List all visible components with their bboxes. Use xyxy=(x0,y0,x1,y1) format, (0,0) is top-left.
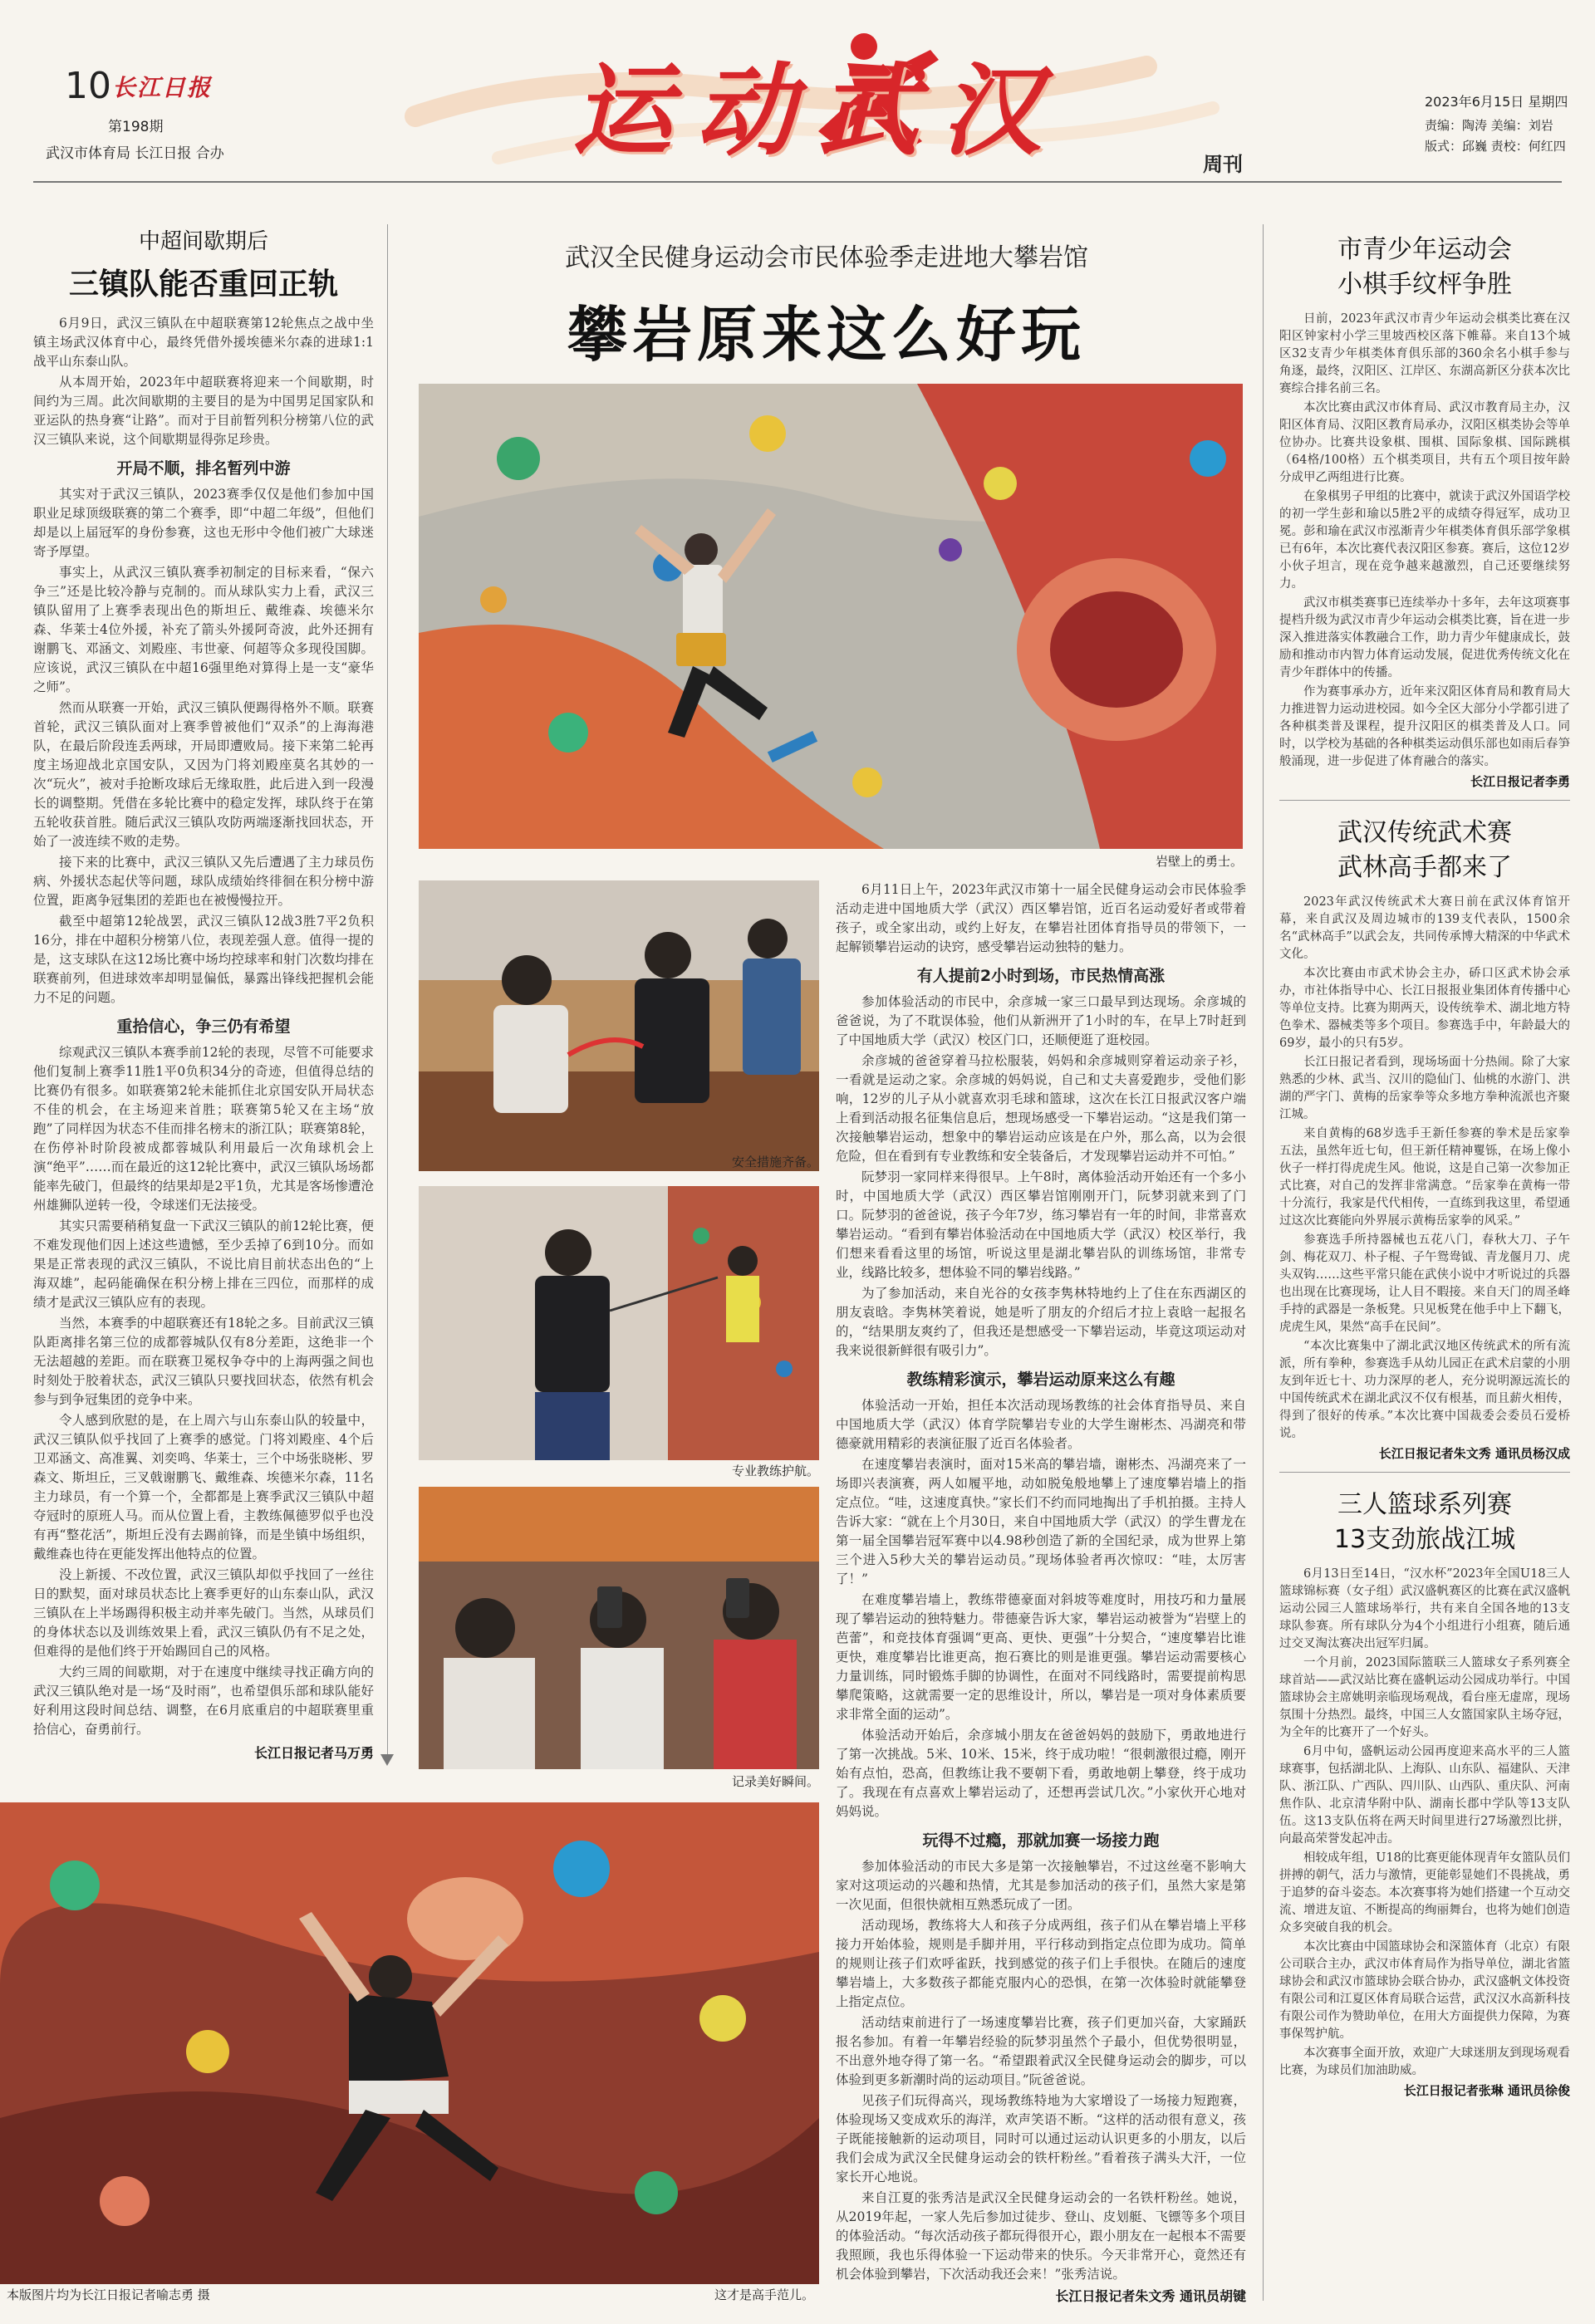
paragraph: 在难度攀岩墙上，教练带德豪面对斜坡等难度时，用技巧和力量展现了攀岩运动的独特魅力。带德豪告诉大家，攀岩运动被誉为“岩壁上的芭蕾”，和竞技体育强调“更高、更快、更强”十分契合，“速度攀岩比谁更快，难度攀岩比谁更高，抱石赛比的则是谁更强。攀岩运动需要核心力量训练，同时锻炼手脚的协调性，在面对不同线路时，需要提前构思攀爬策略，这就需要一定的思维设计，所以，攀岩是一项对身体素质要求非常全面的运动”。 xyxy=(836,1592,1246,1722)
photo-recording-caption: 记录美好瞬间。 xyxy=(731,1774,819,1789)
left-article-body-3 xyxy=(33,1043,374,1739)
photo-climbing-wall-caption: 岩壁上的勇士。 xyxy=(1155,854,1243,869)
section-title: 运动武汉 xyxy=(572,54,1064,169)
right-article-2-byline: 长江日报记者朱文秀 通讯员杨汉成 xyxy=(1378,1446,1570,1461)
divider xyxy=(1279,1472,1570,1473)
left-article-body-1 xyxy=(33,314,374,449)
paragraph: 令人感到欣慰的是，在上周六与山东泰山队的较量中，武汉三镇队似乎找回了上赛季的感觉。门将刘殿座、4个后卫邓涵文、高准翼、刘奕鸣、华莱士，三个中场张晓彬、罗森文、斯坦丘，三叉戟谢鹏飞、戴维森、埃德米尔森，11名主力球员，有一个算一个，全都都是上赛季武汉三镇队中超夺冠时的原班人马。而从位置上看，主教练佩德罗似乎也没有再“整花活”，斯坦丘没有去踢前锋，而是坐镇中场组织，戴维森也待在更能发挥出他特点的位置。 xyxy=(33,1413,374,1562)
center-article-section-3 xyxy=(836,1857,1246,2284)
photo-climbing-wall xyxy=(419,384,1243,849)
paragraph: 事实上，从武汉三镇队赛季初制定的目标来看，“保六争三”还是比较冷静与克制的。而从球队实力上看，武汉三镇队留用了上赛季表现出色的斯坦丘、戴维森、埃德米尔森、华莱士4位外援，补充了箭头外援阿奇波，此外还拥有谢鹏飞、邓涵文、刘殿座、韦世豪、何超等众多现役国脚。应该说，武汉三镇队在中超16强里绝对算得上是一支“豪华之师”。 xyxy=(33,565,374,694)
paragraph: 活动结束前进行了一场速度攀岩比赛，孩子们更加兴奋，大家踊跃报名参加。有着一年攀岩经验的阮梦羽虽然个子最小，但优势很明显，不出意外地夺得了第一名。“希望跟着武汉全民健身运动会的脚步，可以体验到更多新潮时尚的运动项目。”阮爸爸说。 xyxy=(836,2015,1246,2087)
paragraph: 在速度攀岩表演时，面对15米高的攀岩墙，谢彬杰、冯湖亮来了一场即兴表演赛，两人如履平地，动如脱兔般地攀上了速度攀岩墙上的指定点位。“哇，这速度真快。”家长们不约而同地掏出了手机拍摄。主持人告诉大家：“就在上个月30日，来自中国地质大学（武汉）的学生曹龙在第一届全国攀岩冠军赛中以4.98秒创造了新的全国纪录，成为世界上第三个进入5秒大关的攀岩运动员。”现场体验者再次惊叹：“哇，太厉害了！” xyxy=(836,1457,1246,1586)
paragraph: 余彦城的爸爸穿着马拉松服装，妈妈和余彦城则穿着运动亲子衫，一看就是运动之家。余彦城的妈妈说，自己和丈夫喜爱跑步，受他们影响，12岁的儿子从小就喜欢羽毛球和篮球，这次在长江日报武汉客户端上看到活动报名征集信息后，想现场感受一下攀岩运动。“这是我们第一次接触攀岩运动，想象中的攀岩运动应该是在户外，那么高，以为会很危险，但在看到有专业教练和安全装备后，才发现攀岩运动并不可怕。” xyxy=(836,1053,1246,1164)
paragraph: 6月9日，武汉三镇队在中超联赛第12轮焦点之战中坐镇主场武汉体育中心，最终凭借外援埃德米尔森的进球1:1战平山东泰山队。 xyxy=(33,316,374,369)
photo-coach xyxy=(419,1186,819,1460)
paragraph: 活动现场，教练将大人和孩子分成两组，孩子们从在攀岩墙上平移接力开始体验，规则是手脚并用，平行移动到指定点位即为成功。简单的规则让孩子们欢呼雀跃，找到感觉的孩子们上手很快。在随后的速度攀岩墙上，大多数孩子都能克服内心的恐惧，在第一次体验时就能攀登上指定点位。 xyxy=(836,1918,1246,2009)
paragraph: 本次比赛由中国篮球协会和深篮体育（北京）有限公司联合主办，武汉市体育局作为指导单位，湖北省篮球协会和武汉市篮球协会联合协办，武汉盛帆文体投资有限公司和江夏区体育局联合运营，武汉汉水高新科技有限公司作为赞助单位，在用大方面提供力保障，为赛事保驾护航。 xyxy=(1279,1940,1570,2041)
paragraph: 一个月前，2023国际篮联三人篮球女子系列赛全球首站——武汉站比赛在盛帆运动公园成功举行。中国篮球协会主席姚明亲临现场观战，看台座无虚席，现场氛围十分热烈。最终，中国三人女篮国家队主场夺冠，为全年的比赛开了一个好头。 xyxy=(1279,1656,1570,1739)
paragraph: 体验活动一开始，担任本次活动现场教练的社会体育指导员、来自中国地质大学（武汉）体育学院攀岩专业的大学生谢彬杰、冯湖亮和带德豪就用精彩的表演征服了近百名体验者。 xyxy=(836,1398,1246,1451)
center-article-kicker: 武汉全民健身运动会市民体验季走进地大攀岩馆 xyxy=(565,243,1088,272)
paragraph: 来自江夏的张秀洁是武汉全民健身运动会的一名铁杆粉丝。她说，从2019年起，一家人先后参加过徒步、登山、皮划艇、飞镖等多个项目的体验活动。“每次活动孩子都玩得很开心，跟小朋友在一起根本不需要我照顾，我也乐得体验一下运动带来的快乐。今天非常开心，竟然还有机会体验到攀岩，下次活动我还会来！”张秀洁说。 xyxy=(836,2190,1246,2282)
left-article-headline: 三镇队能否重回正轨 xyxy=(68,267,338,302)
right-article-3-byline: 长江日报记者张琳 通讯员徐俊 xyxy=(1403,2083,1570,2098)
center-article-subhead-1: 有人提前2小时到场，市民热情高涨 xyxy=(916,967,1166,985)
photo-coach-caption: 专业教练护航。 xyxy=(731,1464,819,1478)
left-article-kicker: 中超间歇期后 xyxy=(138,229,268,254)
right-article-3-body xyxy=(1279,1566,1570,2080)
center-article-headline: 攀岩原来这么好玩 xyxy=(567,300,1086,370)
photo-safety-gear xyxy=(419,880,819,1171)
masthead-rule xyxy=(33,181,1562,183)
paragraph: “本次比赛集中了湖北武汉地区传统武术的所有流派，所有拳种，参赛选手从幼儿园正在武术启蒙的小朋友到年近七十、功力深厚的老人，充分说明源远流长的中国传统武术在湖北武汉不仅有根基，而且薪火相传，得到了很好的传承。”本次比赛中国裁委会委员石爱桥说。 xyxy=(1279,1340,1570,1440)
paragraph: 其实只需要稍稍复盘一下武汉三镇队的前12轮比赛，便不难发现他们因上述这些遗憾，至少丢掉了6到10分。而如果是正常表现的武汉三镇队，不说比肩目前状态出色的“上海双雄”，起码能确保在积分榜上排在三四位，而那样的成绩才是武汉三镇队应有的表现。 xyxy=(33,1218,374,1310)
paragraph: 本次比赛由武汉市体育局、武汉市教育局主办，汉阳区体育局、汉阳区教育局承办，汉阳区棋类协会等单位协办。比赛共设象棋、围棋、国际象棋、国际跳棋（64格/100格）五个棋类项目，共有五个项目按年龄分成甲乙两组进行比赛。 xyxy=(1279,401,1570,484)
masthead xyxy=(0,0,1595,183)
paper-logo: 长江日报 xyxy=(112,74,213,101)
left-article-subhead-2: 重拾信心，争三仍有希望 xyxy=(116,1017,291,1036)
paragraph: 参加体验活动的市民大多是第一次接触攀岩，不过这丝毫不影响大家对这项运动的兴趣和热情，尤其是参加活动的孩子们，虽然大家是第一次见面，但很快就相互熟悉玩成了一团。 xyxy=(836,1859,1246,1912)
paragraph: 6月11日上午，2023年武汉市第十一届全民健身运动会市民体验季活动走进中国地质大学（武汉）西区攀岩馆，近百名运动爱好者或带着孩子，或全家出动，或约上好友，在攀岩社团体育指导员的带领下，一起解锁攀岩运动的诀窍，感受攀岩运动独特的魅力。 xyxy=(836,882,1246,954)
paragraph: 在象棋男子甲组的比赛中，就读于武汉外国语学校的初一学生彭和瑜以5胜2平的成绩夺得冠军，成功卫冕。彭和瑜在武汉市泓渐青少年棋类体育俱乐部学象棋已有6年，本次比赛代表汉阳区参赛。赛后，这位12岁小伙子坦言，现在竞争越来越激烈，自己还要继续努力。 xyxy=(1279,490,1570,591)
photo-safety-gear-caption: 安全措施齐备。 xyxy=(731,1155,819,1169)
paragraph: 作为赛事承办方，近年来汉阳区体育局和教育局大力推进智力运动进校园。如今全区大部分小学都引进了各种棋类普及课程，提升汉阳区的棋类普及人口。同时，以学校为基础的各种棋类运动俱乐部也如雨后春笋般涌现，进一步促进了体育融合的落实。 xyxy=(1279,685,1570,768)
paragraph: 然而从联赛一开始，武汉三镇队便踢得格外不顺。联赛首轮，武汉三镇队面对上赛季曾被他们“双杀”的上海海港队，在最后阶段连丢两球，开局即遭败局。接下来第二轮再度主场迎战北京国安队，又因为门将刘殿座莫名其妙的一次“玩火”，被对手抢断攻球后无缘取胜，此后进入到一段漫长的调整期。凭借在多轮比赛中的稳定发挥，球队终于在第五轮收获首胜。随后武汉三镇队攻防两端逐渐找回状态，开始了一波连续不败的走势。 xyxy=(33,700,374,849)
paragraph: 其实对于武汉三镇队，2023赛季仅仅是他们参加中国职业足球顶级联赛的第二个赛季，即“中超二年级”，但他们却是以上届冠军的身份参赛，这也无形中令他们被广大球迷寄予厚望。 xyxy=(33,487,374,559)
paragraph: 大约三周的间歇期，对于在速度中继续寻找正确方向的武汉三镇队绝对是一场“及时雨”，也希望俱乐部和球队能好好利用这段时间总结、调整，在6月底重启的中超联赛里重拾信心，奋勇前行。 xyxy=(33,1665,374,1737)
paragraph: 6月中旬，盛帆运动公园再度迎来高水平的三人篮球赛事，包括湖北队、上海队、山东队、福建队、天津队、浙江队、广西队、四川队、山西队、重庆队、河南焦作队、北京清华附中队、湖南长郡中学队等13支队伍。这13支队伍将在两天时间里进行27场激烈比拼，向最高荣誉发起冲击。 xyxy=(1279,1745,1570,1846)
paragraph: 相较成年组，U18的比赛更能体现青年女篮队员们拼搏的朝气，活力与激情，更能彰显她们不畏挑战，勇于追梦的奋斗姿态。本次赛事将为她们搭建一个互动交流、增进友谊、不断提高的绚丽舞台，也将为她们创造众多突破自我的机会。 xyxy=(1279,1851,1570,1934)
center-article-byline: 长江日报记者朱文秀 通讯员胡键 xyxy=(1055,2288,1246,2304)
photo-recording xyxy=(419,1487,819,1769)
right-article-3-headline-2: 13支劲旅战江城 xyxy=(1333,1525,1516,1554)
arrow-down-icon xyxy=(380,1754,394,1766)
issue-date: 2023年6月15日 星期四 xyxy=(1425,94,1568,110)
issue-number: 第198期 xyxy=(108,119,164,135)
right-article-1-body xyxy=(1279,311,1570,771)
paragraph: 截至中超第12轮战罢，武汉三镇队12战3胜7平2负积16分，排在中超积分榜第八位，表现差强人意。值得一提的是，这支球队在这12场比赛中场均控球率和射门次数均排在联赛前列，但进球效率却明显偏低，暴露出锋线把握机会能力不足的问题。 xyxy=(33,914,374,1005)
right-article-1-byline: 长江日报记者李勇 xyxy=(1470,774,1570,789)
center-article-section-1 xyxy=(836,993,1246,1361)
left-article-body-2 xyxy=(33,485,374,1008)
paragraph: 阮梦羽一家同样来得很早。上午8时，离体验活动开始还有一个多小时，中国地质大学（武汉）西区攀岩馆刚刚开门，阮梦羽就来到了门口。阮梦羽的爸爸说，孩子今年7岁，练习攀岩有一年的时间，非常喜欢攀岩运动。“看到有攀岩体验活动在中国地质大学（武汉）校区举行，我们想来看看这里的场馆，听说这里是湖北攀岩队的训练场馆，非常专业，线路比较多，想体验不同的攀岩线路。” xyxy=(836,1169,1246,1280)
column-divider-left xyxy=(387,224,388,1761)
photo-expert-climber-caption: 这才是高手范儿。 xyxy=(714,2287,814,2302)
center-article-intro-block xyxy=(836,880,1246,957)
center-article-body xyxy=(836,880,1246,2305)
left-article-byline: 长江日报记者马万勇 xyxy=(253,1745,374,1761)
right-column xyxy=(1279,233,1570,2099)
paragraph: 来自黄梅的68岁选手王新任参赛的拳术是岳家拳五法，虽然年近七旬，但王新任精神矍铄，在场上像小伙子一样打得虎虎生风。他说，这是自己第一次参加正式比赛，对自己的发挥非常满意。“岳家拳在黄梅一带十分流行，我家是代代相传，一直练到我这里，希望通过这次比赛能向外界展示黄梅岳家拳的风采。” xyxy=(1279,1127,1570,1228)
paragraph: 当然，本赛季的中超联赛还有18轮之多。目前武汉三镇队距离排名第三位的成都蓉城队仅有8分差距，这绝非一个无法超越的差距。而在联赛卫冕权争夺中的上海两强之间也时刻处于胶着状态，武汉三镇队只要找回状态，依然有机会参与到争冠集团的竞争中来。 xyxy=(33,1316,374,1407)
right-article-2-headline-1: 武汉传统武术赛 xyxy=(1337,818,1512,847)
paragraph: 体验活动开始后，余彦城小朋友在爸爸妈妈的鼓励下，勇敢地进行了第一次挑战。5米、10米、15米，终于成功啦！“很刺激很过瘾，刚开始有点怕，恐高，但教练让我不要朝下看，勇敢地朝上攀登，终于成功了。我现在有点喜欢上攀岩运动了，还想再尝试几次。”小家伙开心地对妈妈说。 xyxy=(836,1728,1246,1819)
organizers: 武汉市体育局 长江日报 合办 xyxy=(46,145,224,162)
editors-line-1: 责编：陶涛 美编：刘岩 xyxy=(1425,118,1553,133)
paragraph: 接下来的比赛中，武汉三镇队又先后遭遇了主力球员伤病、外援状态起伏等问题，球队成绩始终徘徊在积分榜中游位置，距离争冠集团的差距也在被慢慢拉开。 xyxy=(33,855,374,908)
left-article xyxy=(33,224,374,1762)
center-article-subhead-3: 玩得不过瘾，那就加赛一场接力跑 xyxy=(922,1831,1160,1850)
center-article-section-2 xyxy=(836,1396,1246,1821)
center-article-subhead-2: 教练精彩演示，攀岩运动原来这么有趣 xyxy=(906,1370,1175,1389)
editors-line-2: 版式：邱巍 责校：何红四 xyxy=(1425,139,1566,154)
paragraph: 综观武汉三镇队本赛季前12轮的表现，尽管不可能要求他们复制上赛季11胜1平0负积34分的奇迹，但值得总结的比赛仍有很多。如联赛第2轮未能抓住北京国安队开局状态不佳的机会，在主场迎来首胜；联赛第5轮又在主场“放跑”了同样因为状态不佳而排名榜末的浙江队；联赛第8轮，在伤停补时阶段被成都蓉城队利用最后一次角球机会上演“绝平”……而在最近的这12轮比赛中，武汉三镇队场场都能率先破门，但最终的结果却是2平1负，尤其是客场惨遭沧州雄狮队逆转一役，令球迷们无法接受。 xyxy=(33,1045,374,1213)
divider xyxy=(1279,800,1570,801)
paragraph: 本次比赛由市武术协会主办，硚口区武术协会承办，市社体指导中心、长江日报报业集团体育传播中心等单位支持。比赛为期两天，设传统拳术、湖北地方特色拳术、器械类等多个项目。参赛选手中，年龄最大的69岁，最小的只有5岁。 xyxy=(1279,967,1570,1050)
paragraph: 2023年武汉传统武术大赛日前在武汉体育馆开幕，来自武汉及周边城市的139支代表队，1500余名“武林高手”以武会友，共同传承博大精深的中华武术文化。 xyxy=(1279,895,1570,961)
right-article-1-headline-1: 市青少年运动会 xyxy=(1337,235,1512,264)
column-divider-right xyxy=(1263,224,1264,2301)
right-article-3-headline-1: 三人篮球系列赛 xyxy=(1337,1490,1512,1519)
page-number: 10 xyxy=(65,65,111,107)
paragraph: 没上新援、不改位置，武汉三镇队却似乎找回了一丝往日的默契，面对球员状态比上赛季更好的山东泰山队，武汉三镇队在上半场踢得积极主动并率先破门。当然，从球员们的身体状态以及训练效果上看，武汉三镇队仍有不足之处，但难得的是他们终于开始踢回自己的风格。 xyxy=(33,1567,374,1659)
weekly-label: 周刊 xyxy=(1203,153,1243,176)
paragraph: 日前，2023年武汉市青少年运动会棋类比赛在汉阳区钟家村小学三里坡西校区落下帷幕。来自13个城区32支青少年棋类体育俱乐部的360余名小棋手参与角逐，最终，汉阳区、江岸区、东湖高新区分获本次比赛综合排名前三名。 xyxy=(1279,312,1570,395)
right-article-2-body xyxy=(1279,894,1570,1443)
paragraph: 武汉市棋类赛事已连续举办十多年，去年这项赛事提档升级为武汉市青少年运动会棋类比赛，旨在进一步深入推进落实体教融合工作，助力青少年健康成长，鼓励和推动市内智力体育运动发展，促进优秀传统文化在青少年群体中的传播。 xyxy=(1279,596,1570,679)
photo-expert-climber xyxy=(0,1802,819,2284)
paragraph: 长江日报记者看到，现场场面十分热闹。除了大家熟悉的少林、武当、汉川的隐仙门、仙桃的水游门、洪湖的严字门、黄梅的岳家拳等众多地方拳种流派也齐聚江城。 xyxy=(1279,1056,1570,1121)
right-article-2-headline-2: 武林高手都来了 xyxy=(1337,853,1512,882)
left-article-subhead-1: 开局不顺，排名暂列中游 xyxy=(116,459,291,478)
paragraph: 见孩子们玩得高兴，现场教练特地为大家增设了一场接力短跑赛，体验现场又变成欢乐的海洋，欢声笑语不断。“这样的活动很有意义，孩子既能接触新的运动项目，同时可以通过运动认识更多的小朋友，以后我们会成为武汉全民健身运动会的铁杆粉丝。”看着孩子满头大汗，一位家长开心地说。 xyxy=(836,2093,1246,2184)
paragraph: 6月13日至14日，“汉水杯”2023年全国U18三人篮球锦标赛（女子组）武汉盛帆赛区的比赛在武汉盛帆运动公园三人篮球场举行，共有来自全国各地的13支球队参赛。所有球队分为4个小组进行小组赛，随后通过交叉淘汰赛决出冠军归属。 xyxy=(1279,1567,1570,1650)
paragraph: 为了参加活动，来自光谷的女孩李隽林特地约上了住在东西湖区的朋友袁晗。李隽林笑着说，她是听了朋友的介绍后才拉上袁晗一起报名的，“结果朋友爽约了，但我还是想感受一下攀岩运动，毕竟这项运动对我来说很新鲜很有吸引力”。 xyxy=(836,1286,1246,1358)
right-article-1-headline-2: 小棋手纹枰争胜 xyxy=(1337,270,1512,299)
paragraph: 本次赛事全面开放，欢迎广大球迷朋友到现场观看比赛，为球员们加油助威。 xyxy=(1279,2047,1570,2077)
paragraph: 从本周开始，2023年中超联赛将迎来一个间歇期，时间约为三周。此次间歇期的主要目的是为中国男足国家队和亚运队的热身赛“让路”。而对于目前暂列积分榜第八位的武汉三镇队来说，这个间歇期显得弥足珍贵。 xyxy=(33,375,374,447)
paragraph: 参赛选手所持器械也五花八门，春秋大刀、子午剑、梅花双刀、朴子棍、子午鸳鸯钺、青龙偃月刀、虎头双钩……这些平常只能在武侠小说中才听说过的兵器也出现在比赛现场，让人目不暇接。来自天门的周圣峰手持的武器是一条板凳。只见板凳在他手中上下翻飞，虎虎生风，果然“高手在民间”。 xyxy=(1279,1233,1570,1334)
paragraph: 参加体验活动的市民中，余彦城一家三口最早到达现场。余彦城的爸爸说，为了不耽误体验，他们从新洲开了1小时的车，在早上7时赶到了中国地质大学（武汉）校区门口，还顺便逛了逛校园。 xyxy=(836,994,1246,1047)
photo-credit: 本版图片均为长江日报记者喻志勇 摄 xyxy=(7,2287,210,2302)
